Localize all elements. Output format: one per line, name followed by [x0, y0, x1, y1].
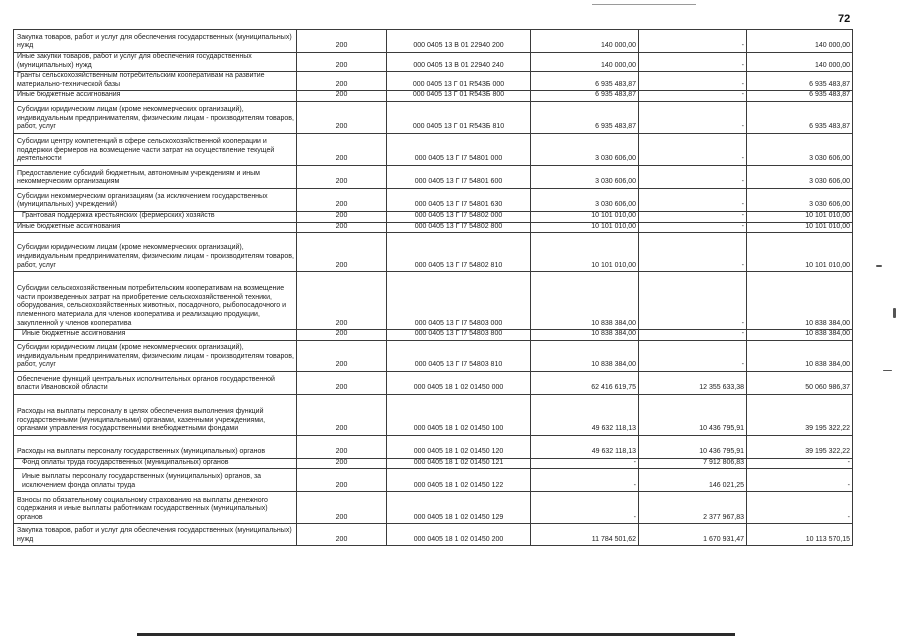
row-approved-cell: 6 935 483,87	[531, 91, 639, 102]
row-code-cell: 200	[297, 91, 387, 102]
table-row	[14, 272, 853, 330]
row-name-cell: Субсидии юридическим лицам (кроме некоммерческих организаций), индивидуальным предпринимателям, физическим лицам - производителям товаров, работ, услуг	[14, 233, 297, 272]
row-executed-cell: -	[639, 91, 747, 102]
row-kbk-cell: 000 0405 13 Г I7 54802 800	[387, 222, 531, 233]
row-kbk-cell: 000 0405 13 Г I7 54802 000	[387, 211, 531, 222]
row-remaining-cell: 3 030 606,00	[747, 188, 853, 211]
row-remaining-cell: 10 101 010,00	[747, 233, 853, 272]
row-executed-cell: -	[639, 72, 747, 91]
row-remaining-cell: 6 935 483,87	[747, 72, 853, 91]
table-row	[14, 188, 853, 211]
row-name-cell: Взносы по обязательному социальному страхованию на выплаты денежного содержания и иные выплаты работникам государственных (муниципальных) органов	[14, 492, 297, 524]
row-code-cell: 200	[297, 165, 387, 188]
row-name-cell: Субсидии сельскохозяйственным потребительским кооперативам на возмещение части произведенных затрат на приобретение сельскохозяйственной техники, оборудования, сельскохозяйственных животных, посадочного, рыбопосадочного и племенного материала для членов кооператива и реализацию продукции, закупленной у членов кооператива	[14, 272, 297, 330]
row-approved-cell: 10 838 384,00	[531, 330, 639, 341]
row-approved-cell: 10 838 384,00	[531, 340, 639, 371]
row-executed-cell: 12 355 633,38	[639, 371, 747, 394]
row-approved-cell: 140 000,00	[531, 30, 639, 53]
row-executed-cell: 10 436 795,91	[639, 435, 747, 458]
row-remaining-cell: 10 101 010,00	[747, 222, 853, 233]
row-approved-cell: -	[531, 492, 639, 524]
row-name-cell: Расходы на выплаты персоналу в целях обеспечения выполнения функций государственными (муниципальными) органами, казенными учреждениями, органами управления государственными внебюджетными фондами	[14, 394, 297, 435]
row-name-cell: Гранты сельскохозяйственным потребительским кооперативам на развитие материально-технической базы	[14, 72, 297, 91]
row-name-cell: Иные бюджетные ассигнования	[14, 330, 297, 341]
table-row	[14, 524, 853, 546]
row-approved-cell: 6 935 483,87	[531, 72, 639, 91]
row-approved-cell: 6 935 483,87	[531, 101, 639, 133]
row-code-cell: 200	[297, 211, 387, 222]
row-name-cell: Иные бюджетные ассигнования	[14, 222, 297, 233]
row-remaining-cell: 140 000,00	[747, 30, 853, 53]
row-approved-cell: 3 030 606,00	[531, 188, 639, 211]
row-kbk-cell: 000 0405 13 Г 01 R543Б 810	[387, 101, 531, 133]
row-executed-cell: -	[639, 101, 747, 133]
row-name-cell: Иные закупки товаров, работ и услуг для обеспечения государственных (муниципальных) нужд	[14, 53, 297, 72]
row-kbk-cell: 000 0405 13 Г I7 54802 810	[387, 233, 531, 272]
row-executed-cell: 2 377 967,83	[639, 492, 747, 524]
row-executed-cell: -	[639, 211, 747, 222]
row-approved-cell: 49 632 118,13	[531, 435, 639, 458]
row-approved-cell: 10 101 010,00	[531, 222, 639, 233]
row-code-cell: 200	[297, 524, 387, 546]
table-row	[14, 340, 853, 371]
row-code-cell: 200	[297, 272, 387, 330]
row-remaining-cell: 3 030 606,00	[747, 133, 853, 165]
row-code-cell: 200	[297, 340, 387, 371]
row-code-cell: 200	[297, 72, 387, 91]
row-remaining-cell: 10 838 384,00	[747, 340, 853, 371]
row-kbk-cell: 000 0405 18 1 02 01450 122	[387, 469, 531, 492]
row-approved-cell: 10 838 384,00	[531, 272, 639, 330]
row-code-cell: 200	[297, 101, 387, 133]
row-name-cell: Грантовая поддержка крестьянских (фермерских) хозяйств	[14, 211, 297, 222]
row-executed-cell: 146 021,25	[639, 469, 747, 492]
table-row	[14, 233, 853, 272]
row-executed-cell: -	[639, 272, 747, 330]
row-remaining-cell: -	[747, 492, 853, 524]
table-body	[14, 30, 853, 546]
row-name-cell: Иные бюджетные ассигнования	[14, 91, 297, 102]
row-approved-cell: 140 000,00	[531, 53, 639, 72]
row-code-cell: 200	[297, 133, 387, 165]
row-kbk-cell: 000 0405 13 Г I7 54801 600	[387, 165, 531, 188]
table-row	[14, 435, 853, 458]
table-row	[14, 72, 853, 91]
row-kbk-cell: 000 0405 13 Г I7 54801 630	[387, 188, 531, 211]
row-name-cell: Субсидии некоммерческим организациям (за исключением государственных (муниципальных) учреждений)	[14, 188, 297, 211]
row-remaining-cell: -	[747, 458, 853, 469]
row-executed-cell: 7 912 806,83	[639, 458, 747, 469]
row-code-cell: 200	[297, 222, 387, 233]
row-kbk-cell: 000 0405 18 1 02 01450 100	[387, 394, 531, 435]
table-row	[14, 371, 853, 394]
row-executed-cell: -	[639, 188, 747, 211]
row-name-cell: Субсидии юридическим лицам (кроме некоммерческих организаций), индивидуальным предпринимателям, физическим лицам - производителям товаров, работ, услуг	[14, 101, 297, 133]
row-remaining-cell: 3 030 606,00	[747, 165, 853, 188]
row-executed-cell: 1 670 931,47	[639, 524, 747, 546]
row-name-cell: Предоставление субсидий бюджетным, автономным учреждениям и иным некоммерческим организациям	[14, 165, 297, 188]
row-name-cell: Расходы на выплаты персоналу государственных (муниципальных) органов	[14, 435, 297, 458]
row-approved-cell: -	[531, 469, 639, 492]
scan-speck	[883, 370, 892, 371]
row-remaining-cell: 10 101 010,00	[747, 211, 853, 222]
row-approved-cell: 62 416 619,75	[531, 371, 639, 394]
row-kbk-cell: 000 0405 13 В 01 22940 200	[387, 30, 531, 53]
row-remaining-cell: 6 935 483,87	[747, 91, 853, 102]
row-remaining-cell: 39 195 322,22	[747, 435, 853, 458]
row-approved-cell: 11 784 501,62	[531, 524, 639, 546]
row-remaining-cell: 10 838 384,00	[747, 330, 853, 341]
row-code-cell: 200	[297, 53, 387, 72]
row-executed-cell: -	[639, 30, 747, 53]
row-kbk-cell: 000 0405 13 Г I7 54803 000	[387, 272, 531, 330]
row-executed-cell: -	[639, 222, 747, 233]
row-code-cell: 200	[297, 188, 387, 211]
row-code-cell: 200	[297, 492, 387, 524]
row-kbk-cell: 000 0405 18 1 02 01450 000	[387, 371, 531, 394]
row-name-cell: Закупка товаров, работ и услуг для обеспечения государственных (муниципальных) нужд	[14, 524, 297, 546]
row-remaining-cell: 10 113 570,15	[747, 524, 853, 546]
row-code-cell: 200	[297, 30, 387, 53]
budget-execution-table	[13, 29, 853, 546]
table-row	[14, 469, 853, 492]
row-executed-cell: -	[639, 340, 747, 371]
table-row	[14, 101, 853, 133]
row-kbk-cell: 000 0405 18 1 02 01450 120	[387, 435, 531, 458]
row-executed-cell: -	[639, 53, 747, 72]
row-code-cell: 200	[297, 371, 387, 394]
table-row	[14, 492, 853, 524]
row-remaining-cell: 6 935 483,87	[747, 101, 853, 133]
row-kbk-cell: 000 0405 13 Г 01 R543Б 000	[387, 72, 531, 91]
row-remaining-cell: 50 060 986,37	[747, 371, 853, 394]
row-approved-cell: 3 030 606,00	[531, 165, 639, 188]
table-row	[14, 330, 853, 341]
row-executed-cell: -	[639, 133, 747, 165]
row-remaining-cell: 10 838 384,00	[747, 272, 853, 330]
top-scan-line	[592, 4, 696, 5]
row-approved-cell: 10 101 010,00	[531, 233, 639, 272]
row-approved-cell: -	[531, 458, 639, 469]
row-kbk-cell: 000 0405 13 Г I7 54803 810	[387, 340, 531, 371]
row-name-cell: Закупка товаров, работ и услуг для обеспечения государственных (муниципальных) нужд	[14, 30, 297, 53]
page-number: 72	[838, 13, 851, 25]
table-row	[14, 30, 853, 53]
row-executed-cell: -	[639, 165, 747, 188]
row-remaining-cell: 39 195 322,22	[747, 394, 853, 435]
scan-speck	[876, 265, 882, 267]
row-executed-cell: -	[639, 330, 747, 341]
row-kbk-cell: 000 0405 13 Г 01 R543Б 800	[387, 91, 531, 102]
table-row	[14, 91, 853, 102]
row-remaining-cell: 140 000,00	[747, 53, 853, 72]
row-kbk-cell: 000 0405 18 1 02 01450 129	[387, 492, 531, 524]
table-row	[14, 222, 853, 233]
row-approved-cell: 3 030 606,00	[531, 133, 639, 165]
row-name-cell: Фонд оплаты труда государственных (муниципальных) органов	[14, 458, 297, 469]
row-approved-cell: 49 632 118,13	[531, 394, 639, 435]
row-name-cell: Субсидии центру компетенций в сфере сельскохозяйственной кооперации и поддержки фермеров на возмещение части затрат на осуществление текущей деятельности	[14, 133, 297, 165]
row-code-cell: 200	[297, 233, 387, 272]
table-row	[14, 458, 853, 469]
row-code-cell: 200	[297, 435, 387, 458]
row-code-cell: 200	[297, 330, 387, 341]
row-code-cell: 200	[297, 394, 387, 435]
row-kbk-cell: 000 0405 18 1 02 01450 200	[387, 524, 531, 546]
row-remaining-cell: -	[747, 469, 853, 492]
table-row	[14, 53, 853, 72]
row-executed-cell: 10 436 795,91	[639, 394, 747, 435]
row-kbk-cell: 000 0405 18 1 02 01450 121	[387, 458, 531, 469]
row-kbk-cell: 000 0405 13 В 01 22940 240	[387, 53, 531, 72]
row-approved-cell: 10 101 010,00	[531, 211, 639, 222]
bottom-scan-line	[137, 633, 735, 636]
row-kbk-cell: 000 0405 13 Г I7 54803 800	[387, 330, 531, 341]
row-code-cell: 200	[297, 458, 387, 469]
row-name-cell: Субсидии юридическим лицам (кроме некоммерческих организаций), индивидуальным предпринимателям, физическим лицам - производителям товаров, работ, услуг	[14, 340, 297, 371]
row-name-cell: Иные выплаты персоналу государственных (муниципальных) органов, за исключением фонда оплаты труда	[14, 469, 297, 492]
row-executed-cell: -	[639, 233, 747, 272]
table-row	[14, 133, 853, 165]
row-name-cell: Обеспечение функций центральных исполнительных органов государственной власти Ивановской области	[14, 371, 297, 394]
table-row	[14, 394, 853, 435]
row-code-cell: 200	[297, 469, 387, 492]
table-row	[14, 165, 853, 188]
table-row	[14, 211, 853, 222]
row-kbk-cell: 000 0405 13 Г I7 54801 000	[387, 133, 531, 165]
scan-speck	[893, 308, 896, 318]
